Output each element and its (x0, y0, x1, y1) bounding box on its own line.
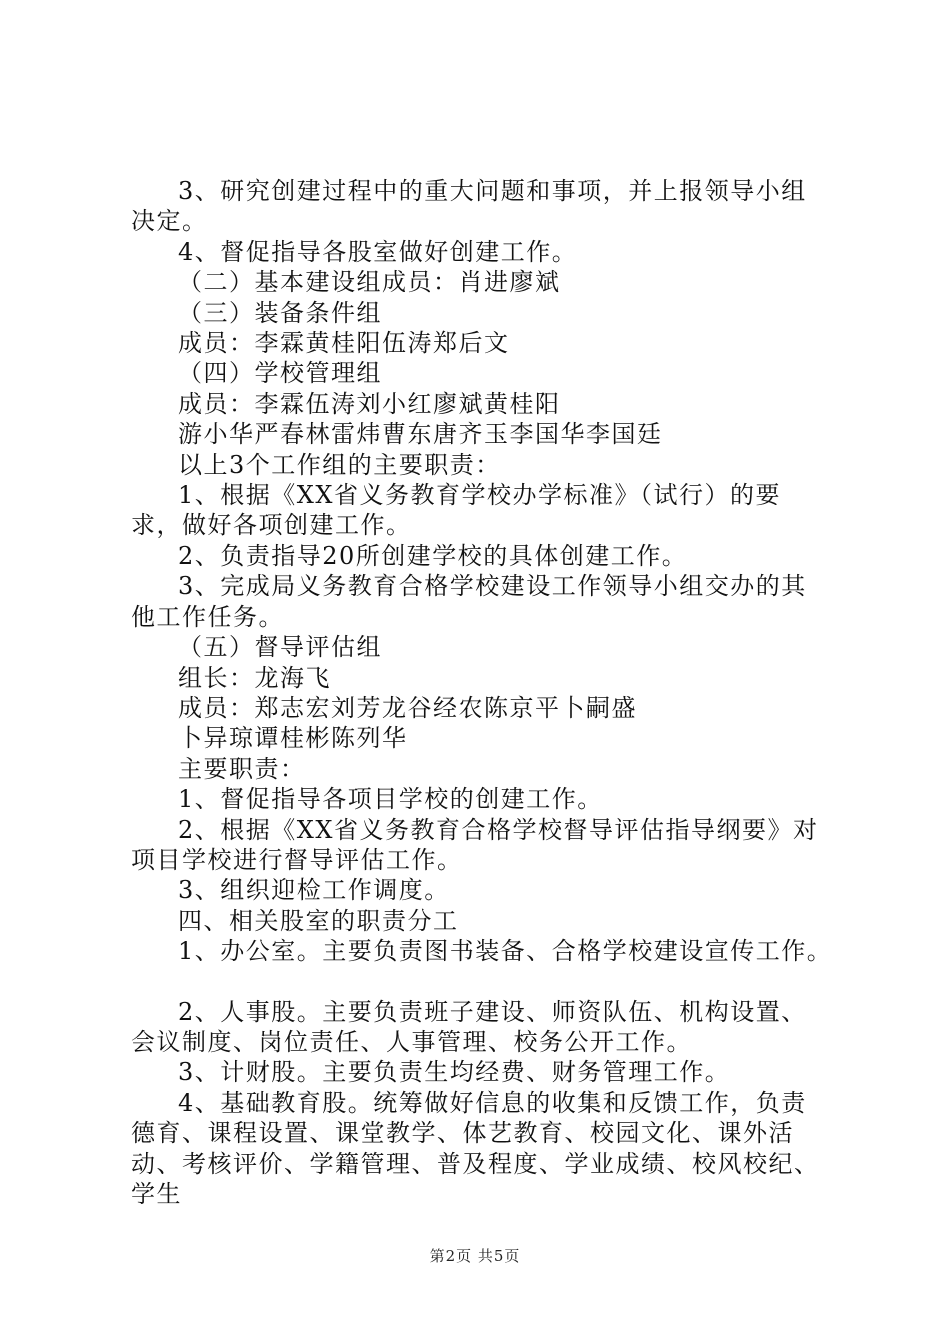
paragraph-equipment-group: （三）装备条件组 (178, 298, 382, 327)
paragraph-inspection-group: （五）督导评估组 (178, 633, 382, 662)
paragraph-inspection-members-cont: 卜异琼谭桂彬陈列华 (178, 724, 408, 753)
paragraph-research-issues: 3、研究创建过程中的重大问题和事项，并上报领导小组决定。 (131, 177, 807, 236)
paragraph-personnel-duty: 2、人事股。主要负责班子建设、师资队伍、机构设置、会议制度、岗位责任、人事管理、校务公开工作。 (131, 997, 807, 1056)
paragraph-equipment-members: 成员：李霖黄桂阳伍涛郑后文 (178, 329, 510, 358)
paragraph-management-members: 成员：李霖伍涛刘小红廖斌黄桂阳 (178, 389, 561, 418)
page-footer: 第2页 共5页 (429, 1247, 521, 1265)
paragraph-spacer (131, 967, 831, 997)
paragraph-inspection-members: 成员：郑志宏刘芳龙谷经农陈京平卜嗣盛 (178, 693, 637, 722)
paragraph-finance-duty: 3、计财股。主要负责生均经费、财务管理工作。 (178, 1058, 731, 1087)
paragraph-main-duty-1: 1、督促指导各项目学校的创建工作。 (178, 785, 603, 814)
paragraph-inspection-leader: 组长：龙海飞 (178, 663, 331, 692)
paragraph-construction-group: （二）基本建设组成员：肖进廖斌 (178, 268, 561, 297)
paragraph-section-four-heading: 四、相关股室的职责分工 (178, 906, 459, 935)
paragraph-main-duty-2: 2、根据《XX省义务教育合格学校督导评估指导纲要》对项目学校进行督导评估工作。 (131, 815, 819, 874)
paragraph-supervise-offices: 4、督促指导各股室做好创建工作。 (178, 237, 578, 266)
paragraph-management-members-cont: 游小华严春林雷炜曹东唐齐玉李国华李国廷 (178, 420, 663, 449)
paragraph-basic-education-duty: 4、基础教育股。统筹做好信息的收集和反馈工作，负责德育、课程设置、课堂教学、体艺教育、校园文化、课外活动、考核评价、学籍管理、普及程度、学业成绩、校风校纪、学生 (131, 1088, 820, 1208)
paragraph-duty-guide-schools: 2、负责指导20所创建学校的具体创建工作。 (178, 541, 688, 570)
document-body (131, 176, 831, 1209)
paragraph-duty-standard: 1、根据《XX省义务教育学校办学标准》（试行）的要求，做好各项创建工作。 (131, 481, 781, 540)
paragraph-main-duty-3: 3、组织迎检工作调度。 (178, 876, 450, 905)
paragraph-main-duties-heading: 主要职责： (178, 754, 306, 783)
paragraph-office-duty: 1、办公室。主要负责图书装备、合格学校建设宣传工作。 (178, 937, 833, 966)
paragraph-groups-duties-heading: 以上3个工作组的主要职责： (178, 450, 501, 479)
paragraph-duty-other-tasks: 3、完成局义务教育合格学校建设工作领导小组交办的其他工作任务。 (131, 572, 807, 631)
paragraph-management-group: （四）学校管理组 (178, 359, 382, 388)
